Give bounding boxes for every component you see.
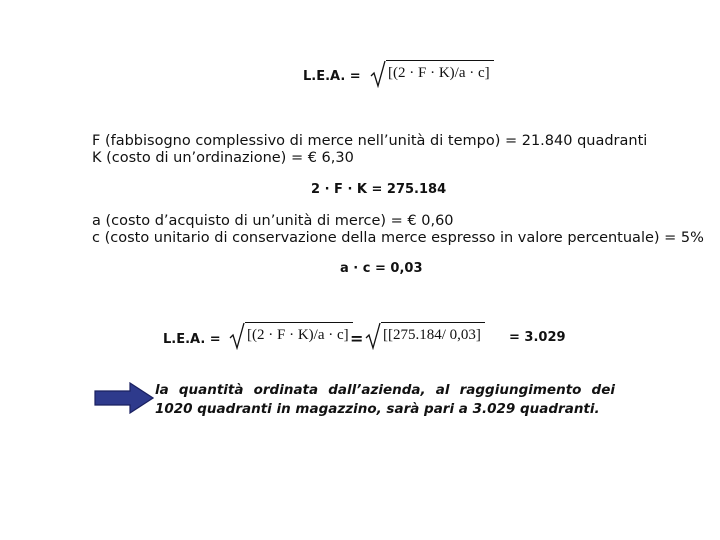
lea-label-bottom: L.E.A. = (163, 332, 221, 347)
radical-sign-icon (229, 322, 245, 350)
definition-K: K (costo di un’ordinazione) = € 6,30 (92, 150, 354, 166)
definition-c: c (costo unitario di conservazione della merce espresso in valore percentuale) = 5% (92, 230, 704, 246)
lea-label-top: L.E.A. = (303, 69, 361, 84)
radicand-bottom: [(2 · F · K)/a · c] (245, 322, 353, 350)
sqrt-formula-bottom (229, 322, 353, 350)
radicand-values: [[275.184/ 0,03] (381, 322, 485, 350)
product-2FK: 2 · F · K = 275.184 (311, 182, 447, 197)
sqrt-formula-top (370, 60, 494, 88)
definition-a: a (costo d’acquisto di un’unità di merce) = € 0,60 (92, 213, 454, 229)
definition-F: F (fabbisogno complessivo di merce nell’unità di tempo) = 21.840 quadranti (92, 133, 648, 149)
conclusion-line-1: la quantità ordinata dall’azienda, al raggiungimento dei (155, 382, 615, 398)
radical-sign-icon (365, 322, 381, 350)
conclusion-line-2: 1020 quadranti in magazzino, sarà pari a 3.029 quadranti. (155, 401, 600, 417)
radicand-top: [(2 · F · K)/a · c] (386, 60, 494, 88)
arrow-right-icon (94, 382, 154, 418)
result-value: = 3.029 (509, 330, 566, 345)
equals-sign: = (350, 329, 364, 348)
sqrt-values (365, 322, 485, 350)
radical-sign-icon (370, 60, 386, 88)
product-ac: a · c = 0,03 (340, 261, 423, 276)
conclusion-text (155, 381, 615, 419)
